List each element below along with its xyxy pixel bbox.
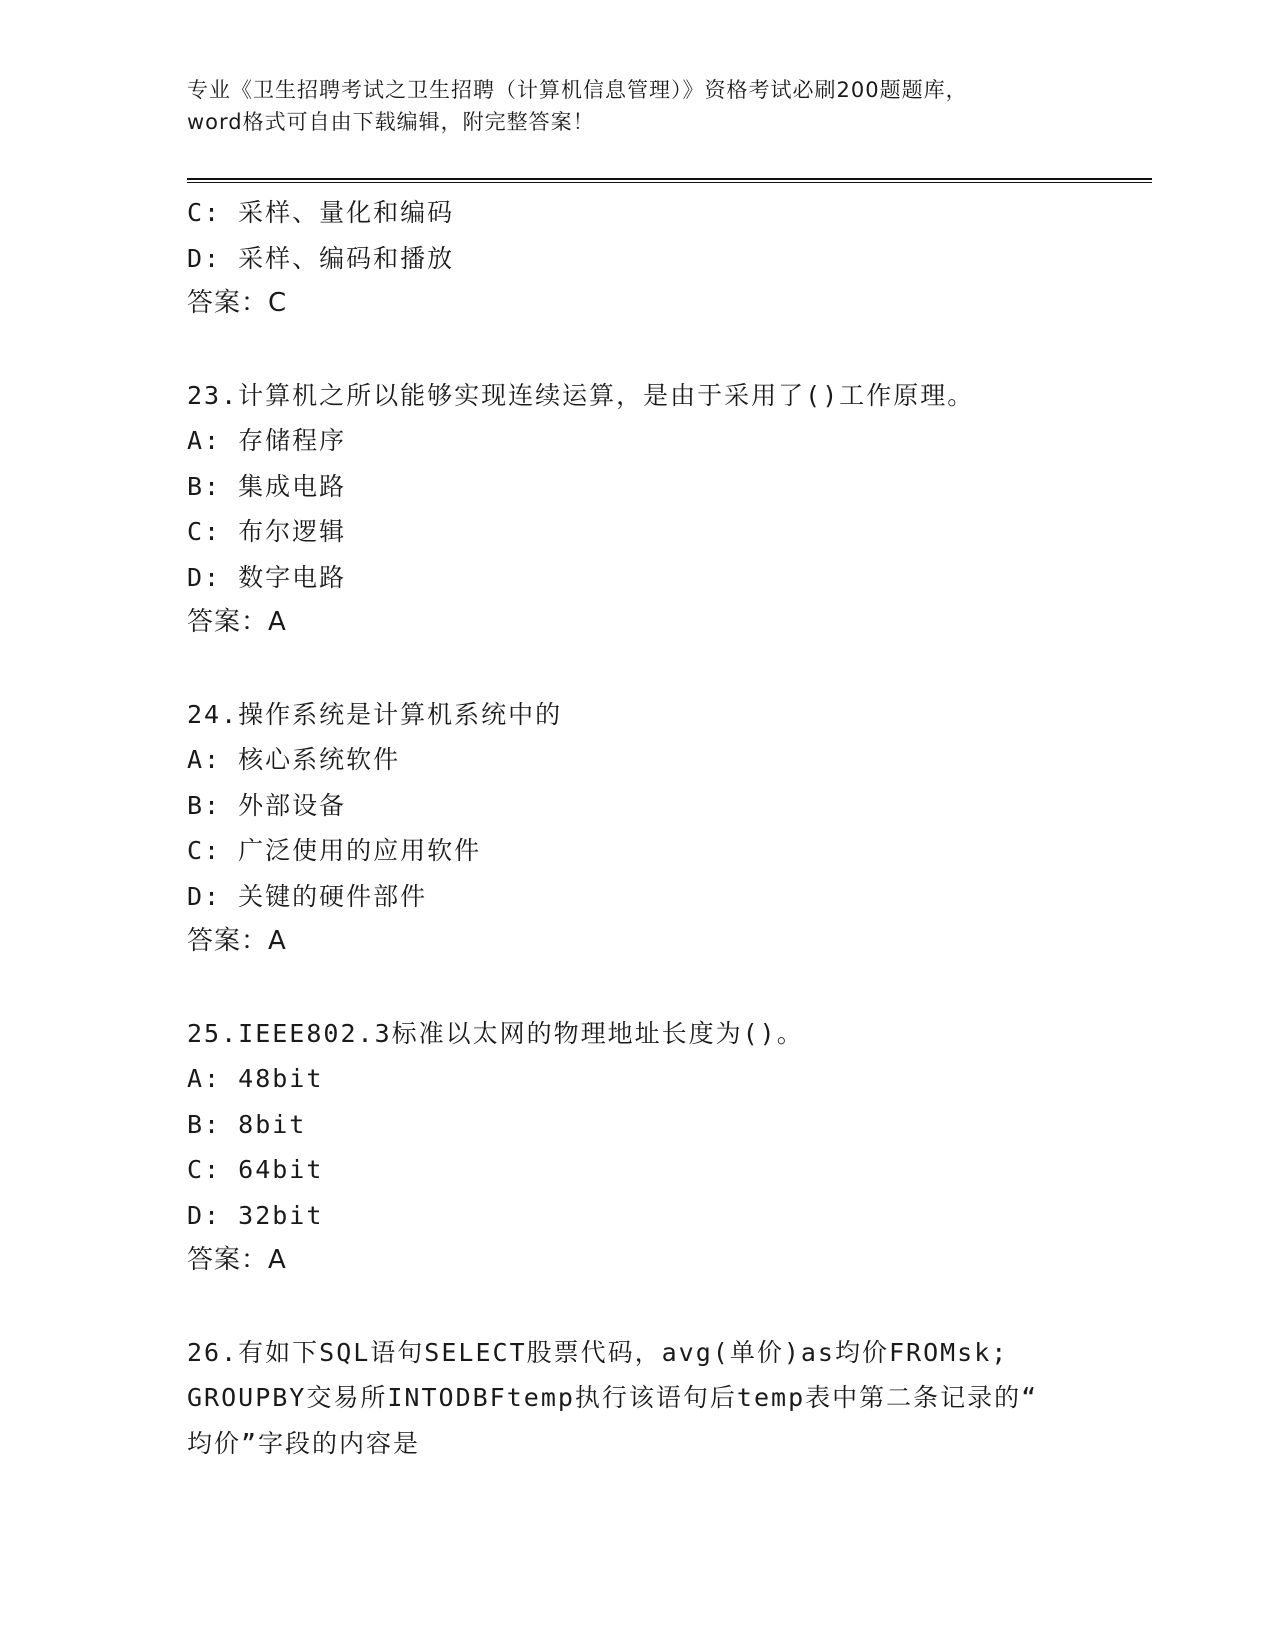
question-partial <box>187 190 1152 327</box>
option-d: D: 关键的硬件部件 <box>187 881 428 911</box>
option-d: D: 32bit <box>187 1200 324 1230</box>
question-spacer <box>187 327 1152 373</box>
question-23 <box>187 373 1152 646</box>
question-stem-line-3: 均价”字段的内容是 <box>187 1428 421 1458</box>
option-c: C: 采样、量化和编码 <box>187 198 455 227</box>
question-stem-line-2: GROUPBY交易所INTODBFtemp执行该语句后temp表中第二条记录的“ <box>187 1383 1039 1412</box>
question-stem: 23.计算机之所以能够实现连续运算，是由于采用了()工作原理。 <box>187 380 975 410</box>
question-spacer <box>187 646 1152 692</box>
question-spacer <box>187 1284 1152 1330</box>
option-a: A: 存储程序 <box>187 426 347 455</box>
option-a: A: 48bit <box>187 1064 324 1093</box>
answer-line: 答案：C <box>187 288 288 318</box>
header-line-1: 专业《卫生招聘考试之卫生招聘（计算机信息管理）》资格考试必刷200题题库， <box>187 78 968 102</box>
option-c: C: 广泛使用的应用软件 <box>187 836 482 865</box>
document-header <box>187 74 1087 138</box>
option-a: A: 核心系统软件 <box>187 745 401 774</box>
question-stem: 24.操作系统是计算机系统中的 <box>187 699 563 729</box>
answer-line: 答案：A <box>187 1245 287 1275</box>
option-c: C: 64bit <box>187 1155 324 1184</box>
answer-line: 答案：A <box>187 926 287 956</box>
question-stem-line-1: 26.有如下SQL语句SELECT股票代码，avg(单价)as均价FROMsk; <box>187 1337 1009 1367</box>
question-stem: 25.IEEE802.3标准以太网的物理地址长度为()。 <box>187 1018 804 1048</box>
header-line-2: word格式可自由下载编辑，附完整答案！ <box>187 110 595 134</box>
option-b: B: 集成电路 <box>187 471 347 501</box>
option-b: B: 外部设备 <box>187 790 347 820</box>
question-26 <box>187 1330 1152 1467</box>
option-b: B: 8bit <box>187 1109 307 1139</box>
option-d: D: 数字电路 <box>187 562 347 592</box>
question-24 <box>187 692 1152 965</box>
option-d: D: 采样、编码和播放 <box>187 243 455 273</box>
answer-line: 答案：A <box>187 607 287 637</box>
header-divider <box>187 178 1152 183</box>
question-list <box>187 190 1152 1466</box>
option-c: C: 布尔逻辑 <box>187 517 347 546</box>
question-25 <box>187 1011 1152 1284</box>
question-spacer <box>187 965 1152 1011</box>
